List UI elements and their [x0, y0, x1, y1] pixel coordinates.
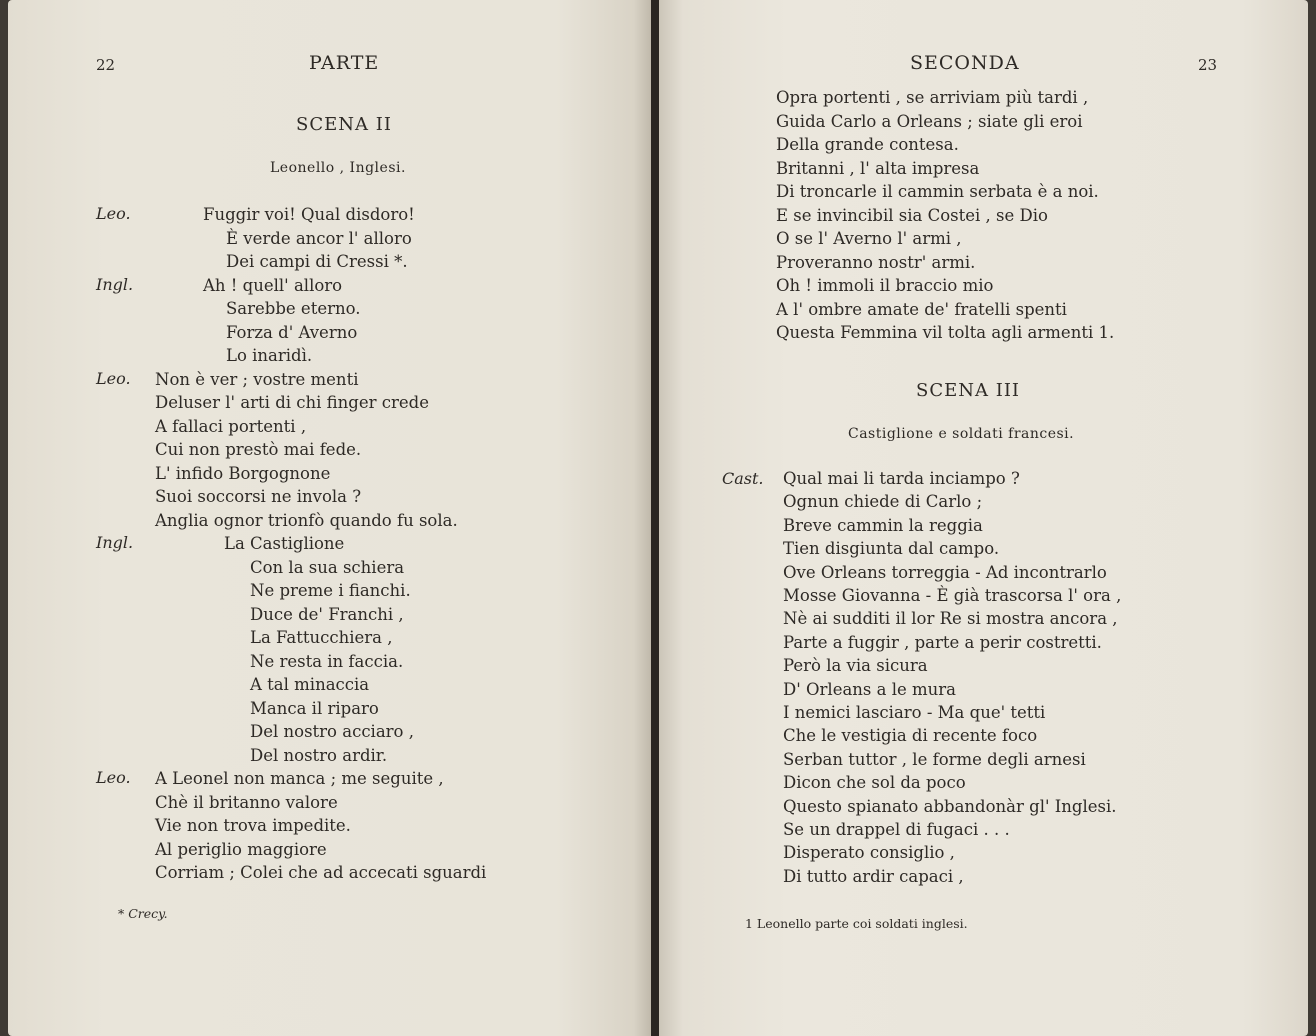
verse-line: Al periglio maggiore — [155, 839, 327, 859]
right-speaker: Cast. — [722, 469, 764, 488]
verse-line: Con la sua schiera — [250, 557, 405, 577]
verse-line: Serban tuttor , le forme degli arnesi — [783, 749, 1086, 769]
verse-line: Ah ! quell' alloro — [203, 275, 343, 295]
verse-line: Vie non trova impedite. — [155, 816, 351, 835]
verse-line: Del nostro ardir. — [250, 745, 388, 765]
verse-line: Forza d' Averno — [226, 322, 358, 342]
verse-line: Duce de' Franchi , — [250, 604, 404, 624]
verse-line: E se invincibil sia Costei , se Dio — [776, 205, 1048, 225]
verse-line: Questa Femmina vil tolta agli armenti 1. — [776, 323, 1115, 342]
verse-line: Questo spianato abbandonàr gl' Inglesi. — [783, 796, 1117, 816]
verse-line: I nemici lasciaro - Ma que' tetti — [783, 703, 1046, 722]
verse-line: L' infido Borgognone — [155, 463, 331, 483]
verse-line: Nè ai sudditi il lor Re si mostra ancora , — [783, 609, 1118, 629]
right-page-number: 23 — [1198, 56, 1218, 74]
verse-line: La Castiglione — [224, 534, 345, 553]
right-scene-characters: Castiglione e soldati francesi. — [848, 426, 1075, 442]
verse-line: Qual mai li tarda inciampo ? — [783, 469, 1020, 488]
verse-line: Ove Orleans torreggia - Ad incontrarlo — [783, 562, 1107, 582]
verse-line: La Fattucchiera , — [250, 628, 393, 647]
verse-line: Manca il riparo — [250, 698, 379, 718]
verse-line: Guida Carlo a Orleans ; siate gli eroi — [776, 111, 1083, 131]
verse-line: Parte a fuggir , parte a perir costretti. — [783, 632, 1102, 652]
verse-line: A Leonel non manca ; me seguite , — [155, 769, 444, 788]
verse-line: Opra portenti , se arriviam più tardi , — [776, 88, 1089, 107]
verse-line: Cui non prestò mai fede. — [155, 440, 362, 459]
verse-line: Disperato consiglio , — [783, 843, 955, 863]
speaker-label: Leo. — [96, 368, 131, 388]
right-footnote: 1 Leonello parte coi soldati inglesi. — [745, 916, 968, 931]
verse-line: Suoi soccorsi ne invola ? — [155, 487, 362, 506]
verse-line: Corriam ; Colei che ad accecati sguardi — [155, 863, 487, 882]
verse-line: Breve cammin la reggia — [783, 515, 983, 535]
right-running-head: SECONDA — [910, 52, 1020, 74]
verse-line: Oh ! immoli il braccio mio — [776, 276, 994, 295]
verse-line: Che le vestigia di recente foco — [783, 726, 1038, 746]
speaker-label: Leo. — [96, 768, 131, 787]
verse-line: D' Orleans a le mura — [783, 679, 957, 699]
verse-line: Chè il britanno valore — [155, 792, 338, 812]
speaker-label: Leo. — [96, 204, 131, 223]
verse-line: A fallaci portenti , — [155, 416, 307, 436]
verse-line: A l' ombre amate de' fratelli spenti — [776, 299, 1067, 319]
verse-line: Di tutto ardir capaci , — [783, 866, 964, 886]
verse-line: Ognun chiede di Carlo ; — [783, 492, 983, 512]
left-page-number: 22 — [96, 56, 116, 74]
verse-line: Della grande contesa. — [776, 135, 959, 154]
verse-line: Del nostro acciaro , — [250, 722, 414, 741]
verse-line: Fuggir voi! Qual disdoro! — [203, 205, 415, 224]
verse-line: Proveranno nostr' armi. — [776, 252, 976, 272]
verse-line: Sarebbe eterno. — [226, 299, 361, 318]
verse-line: Deluser l' arti di chi finger crede — [155, 393, 429, 412]
verse-line: Non è ver ; vostre menti — [155, 369, 359, 389]
verse-line: Ne resta in faccia. — [250, 651, 404, 671]
verse-line: Britanni , l' alta impresa — [776, 158, 980, 178]
verse-line: Mosse Giovanna - È già trascorsa l' ora , — [783, 586, 1122, 605]
speaker-label: Ingl. — [96, 274, 134, 294]
verse-line: Tien disgiunta dal campo. — [783, 539, 1000, 559]
verse-line: Anglia ognor trionfò quando fu sola. — [155, 510, 458, 530]
verse-line: O se l' Averno l' armi , — [776, 229, 962, 248]
verse-line: Lo inaridì. — [226, 346, 313, 365]
verse-line: Però la via sicura — [783, 656, 928, 676]
right-scene-title: SCENA III — [916, 380, 1021, 401]
left-scene-characters: Leonello , Inglesi. — [270, 160, 406, 176]
left-footnote: * Crecy. — [118, 906, 168, 921]
verse-line: Dei campi di Cressi *. — [226, 252, 408, 271]
verse-line: Ne preme i fianchi. — [250, 581, 411, 600]
speaker-label: Ingl. — [96, 533, 134, 552]
verse-line: Se un drappel di fugaci . . . — [783, 820, 1010, 839]
left-running-head: PARTE — [309, 52, 380, 74]
book-gutter — [651, 0, 659, 1036]
verse-line: A tal minaccia — [250, 675, 370, 694]
verse-line: È verde ancor l' alloro — [226, 228, 412, 248]
verse-line: Di troncarle il cammin serbata è a noi. — [776, 182, 1099, 201]
left-scene-title: SCENA II — [296, 114, 392, 135]
verse-line: Dicon che sol da poco — [783, 773, 966, 793]
